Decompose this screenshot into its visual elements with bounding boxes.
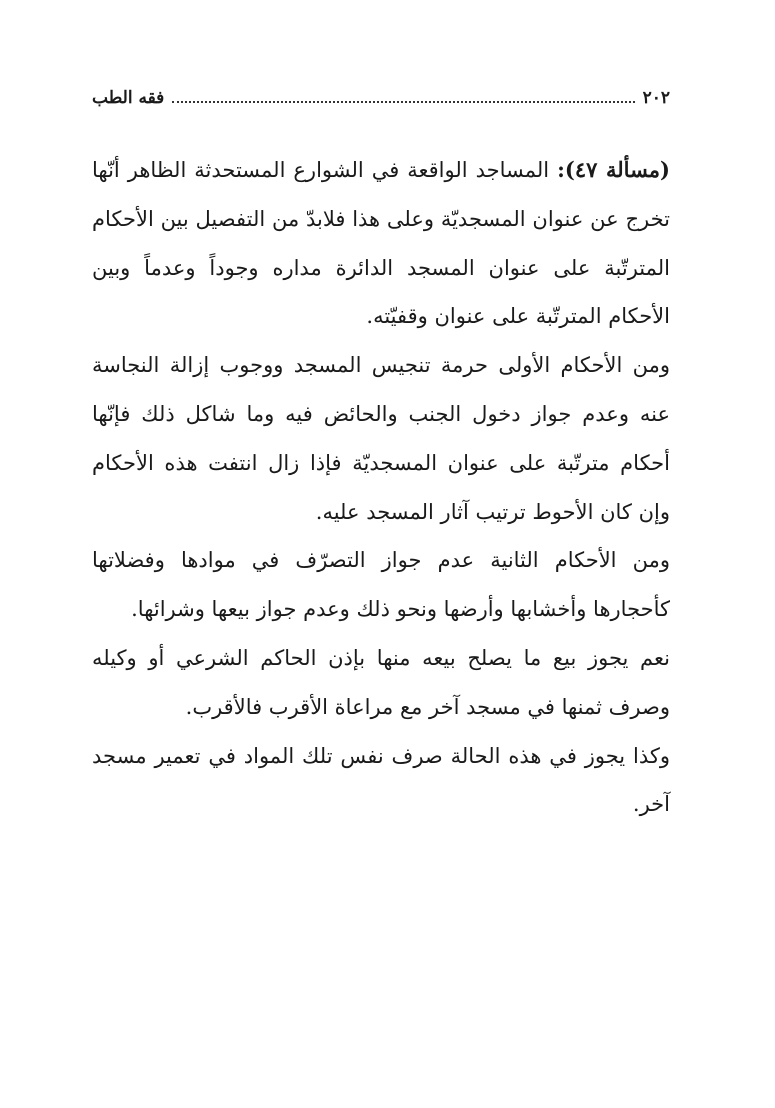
body-paragraph-second-rulings: ومن الأحكام الثانية عدم جواز التصرّف في موادها وفضلاتها كأحجارها وأخشابها وأرضها ونحو ذلك وعدم جواز بيعها وشرائها. — [92, 548, 670, 622]
body-paragraph-first-rulings: ومن الأحكام الأولى حرمة تنجيس المسجد ووجوب إزالة النجاسة عنه وعدم جواز دخول الجنب والحائض فيه وما شاكل ذلك فإنّها أحكام مترتّبة على عنوان المسجديّة فإذا زال انتفت هذه الأحكام وإن كان الأحوط ترتيب آثار المسجد عليه. — [92, 353, 670, 524]
question-paragraph — [92, 146, 670, 341]
page-number: ٢٠٢ — [642, 88, 670, 108]
question-label: (مسألة ٤٧): — [557, 157, 670, 182]
book-title: فقه الطب — [92, 88, 165, 108]
page-body — [92, 146, 670, 829]
body-paragraph-sale-permission: نعم يجوز بيع ما يصلح بيعه منها بإذن الحاكم الشرعي أو وكيله وصرف ثمنها في مسجد آخر مع مراعاة الأقرب فالأقرب. — [92, 645, 670, 719]
body-paragraph-reuse-materials: وكذا يجوز في هذه الحالة صرف نفس تلك المواد في تعمير مسجد آخر. — [92, 743, 670, 817]
question-text: المساجد الواقعة في الشوارع المستحدثة الظاهر أنّها تخرج عن عنوان المسجديّة وعلى هذا فلابدّ من التفصيل بين الأحكام المترتّبة على عنوان المسجد الدائرة مداره وجوداً وعدماً وبين الأحكام المترتّبة على عنوان وقفيّته. — [92, 158, 670, 329]
running-header — [92, 84, 670, 112]
dotted-leader — [172, 101, 634, 103]
